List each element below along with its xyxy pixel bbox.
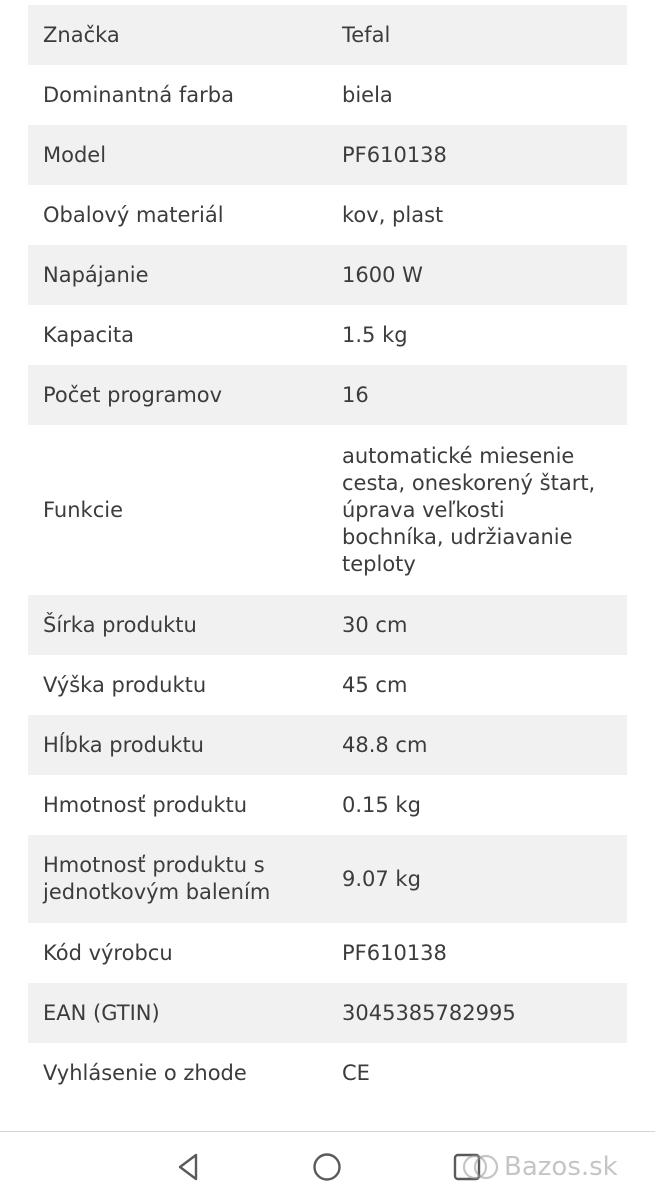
spec-label: Kód výrobcu (43, 940, 173, 965)
spec-label: Napájanie (43, 262, 149, 287)
spec-value: 45 cm (342, 672, 408, 697)
spec-value: 16 (342, 382, 369, 407)
spec-label: Šírka produktu (43, 612, 197, 637)
spec-value: 48.8 cm (342, 732, 428, 757)
spec-value: 1.5 kg (342, 322, 408, 347)
bazos-logo-icon (462, 1151, 500, 1183)
spec-value: 9.07 kg (342, 866, 421, 891)
spec-label: Výška produktu (43, 672, 207, 697)
spec-value: 3045385782995 (342, 1000, 516, 1025)
watermark (462, 1150, 618, 1184)
spec-row (28, 305, 627, 365)
spec-value: 0.15 kg (342, 792, 421, 817)
spec-value: 1600 W (342, 262, 423, 287)
spec-row (28, 5, 627, 65)
triangle-back-icon (172, 1150, 206, 1184)
spec-label: Hĺbka produktu (43, 732, 204, 757)
spec-row (28, 715, 627, 775)
spec-row (28, 835, 627, 923)
spec-row (28, 923, 627, 983)
spec-row (28, 65, 627, 125)
spec-row (28, 425, 627, 595)
spec-row (28, 1043, 627, 1103)
back-button[interactable] (172, 1150, 206, 1184)
spec-row (28, 185, 627, 245)
spec-row (28, 775, 627, 835)
home-button[interactable] (310, 1150, 344, 1184)
spec-value: Tefal (342, 22, 391, 47)
spec-value: PF610138 (342, 940, 447, 965)
spec-table (28, 5, 627, 1103)
spec-value: biela (342, 82, 393, 107)
spec-value: CE (342, 1060, 370, 1085)
spec-label: Model (43, 142, 107, 167)
spec-label: Hmotnosť produktu (43, 792, 248, 817)
spec-label: Hmotnosť produktu s jednotkovým balením (43, 853, 271, 904)
spec-row (28, 983, 627, 1043)
spec-label: Funkcie (43, 497, 124, 522)
spec-row (28, 365, 627, 425)
spec-row (28, 595, 627, 655)
spec-row (28, 655, 627, 715)
spec-label: Kapacita (43, 322, 134, 347)
spec-value: 30 cm (342, 612, 408, 637)
spec-label: Počet programov (43, 382, 223, 407)
circle-home-icon (310, 1150, 344, 1184)
spec-value: automatické miesenie cesta, oneskorený štart, úprava veľkosti bochníka, udržiavanie teploty (342, 443, 596, 576)
spec-value: kov, plast (342, 202, 444, 227)
watermark-text: Bazos.sk (504, 1152, 618, 1182)
spec-value: PF610138 (342, 142, 447, 167)
spec-label: Obalový materiál (43, 202, 224, 227)
spec-label: EAN (GTIN) (43, 1000, 160, 1025)
spec-row (28, 245, 627, 305)
spec-label: Vyhlásenie o zhode (43, 1060, 247, 1085)
spec-label: Značka (43, 22, 120, 47)
spec-row (28, 125, 627, 185)
spec-label: Dominantná farba (43, 82, 234, 107)
